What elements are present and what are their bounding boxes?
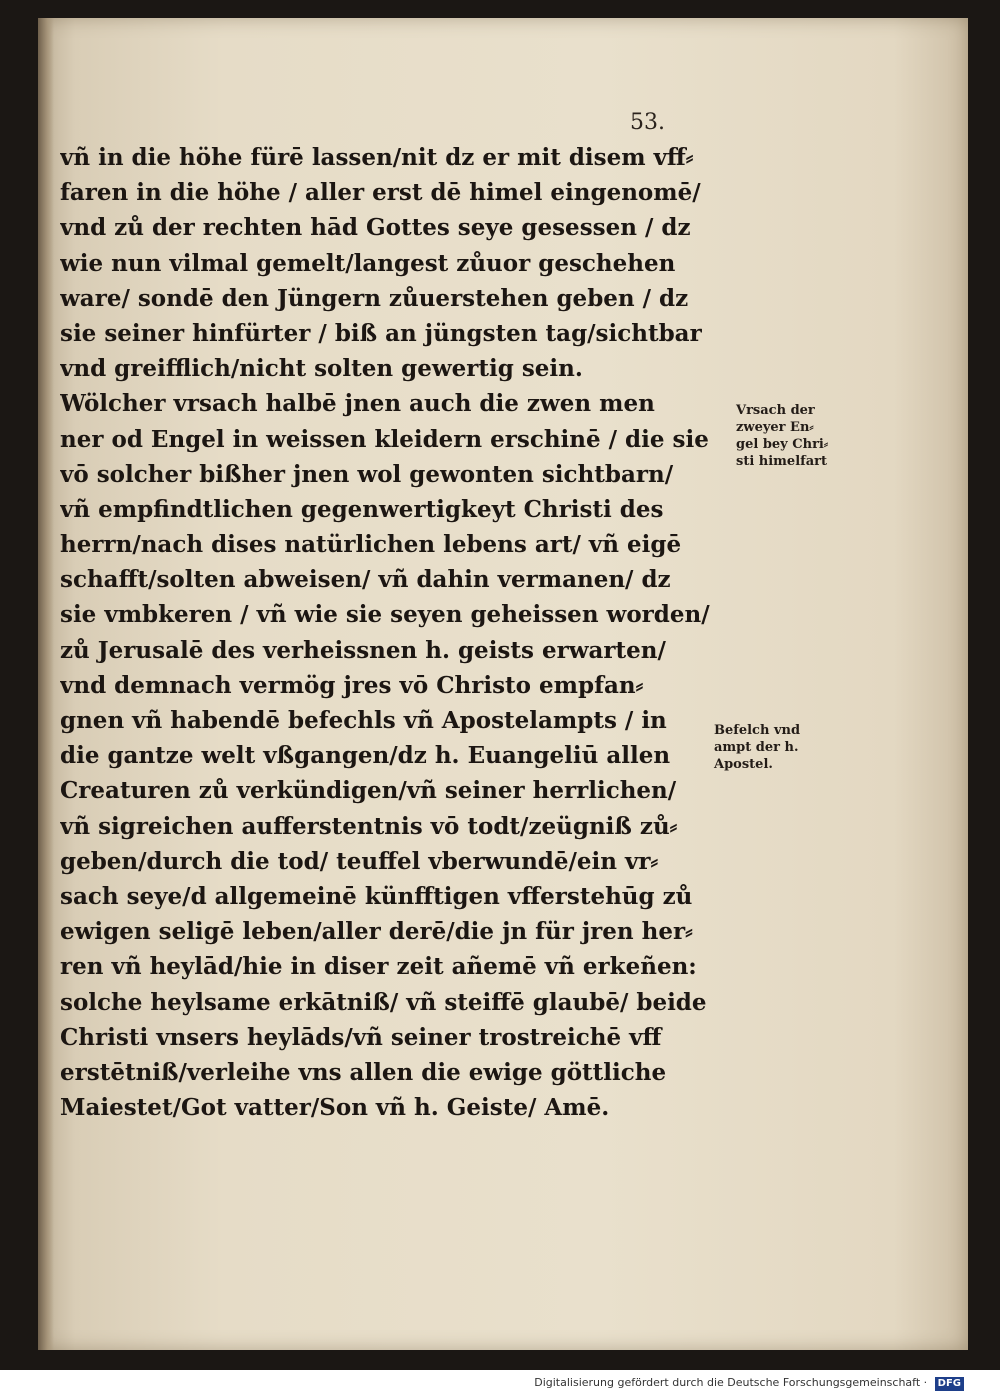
marginal-note-line: Vrsach der [736,403,815,418]
text-line: ewigen seligē leben/aller derē/die jn für jren her⸗ [60,918,693,946]
text-line: ren vñ heylād/hie in diser zeit añemē vñ erkeñen: [60,953,697,981]
marginal-note [736,402,828,470]
text-line: schafft/solten abweisen/ vñ dahin vermanen/ dz [60,566,671,594]
text-line: die gantze welt vßgangen/dz h. Euangeliū allen [60,742,671,770]
text-line: faren in die höhe / aller erst dē himel eingenomē/ [60,179,701,207]
text-line: erstētniß/verleihe vns allen die ewige göttliche [60,1058,667,1086]
marginal-note-line: gel bey Chri⸗ [736,437,829,452]
text-line: Maiestet/Got vatter/Son vñ h. Geiste/ Amē. [60,1094,610,1122]
text-line: Creaturen zů verkündigen/vñ seiner herrlichen/ [60,777,677,805]
text-line: herrn/nach dises natürlichen lebens art/ vñ eigē [60,531,682,559]
page-number: 53. [630,110,665,135]
text-line: sach seye/d allgemeinē künfftigen vfferstehūg zů [60,882,693,910]
text-line: Christi vnsers heylāds/vñ seiner trostreichē vff [60,1023,662,1051]
text-line: vnd zů der rechten hād Gottes seye gesessen / dz [60,214,691,242]
text-line: ner od Engel in weissen kleidern erschinē / die sie [60,425,709,453]
marginal-note-line: Befelch vnd [714,723,801,738]
marginal-note-line: Apostel. [714,757,773,772]
text-line: Wölcher vrsach halbē jnen auch die zwen men [60,390,655,418]
text-line: zů Jerusalē des verheissnen h. geists erwarten/ [60,636,666,664]
text-line: vō solcher bißher jnen wol gewonten sichtbarn/ [60,460,674,488]
text-line: solche heylsame erkātniß/ vñ steiffē glaubē/ beide [60,988,707,1016]
marginal-note-line: sti himelfart [736,454,828,469]
text-line: vñ in die höhe fürē lassen/nit dz er mit disem vff⸗ [60,144,694,171]
marginal-note [714,722,800,773]
text-line: vnd demnach vermög jres vō Christo empfan⸗ [60,671,644,699]
text-line: sie vmbkeren / vñ wie sie seyen geheissen worden/ [60,601,710,629]
book-page [38,18,968,1350]
text-line: ware/ sondē den Jüngern zůuerstehen geben / dz [60,284,689,312]
main-text-block [60,140,720,1125]
text-line: sie seiner hinfürter / biß an jüngsten tag/sichtbar [60,319,702,347]
marginal-note-line: ampt der h. [714,740,799,755]
text-line: gnen vñ habendē befechls vñ Apostelampts / in [60,707,667,734]
text-line: vñ sigreichen aufferstentnis vō todt/zeügniß zů⸗ [60,812,678,840]
marginal-note-line: zweyer En⸗ [736,420,814,435]
digitization-credit [534,1376,964,1391]
page-gutter [38,18,54,1350]
text-line: geben/durch die tod/ teuffel vberwundē/ein vr⸗ [60,847,659,875]
dfg-logo: DFG [935,1377,964,1391]
text-line: vñ empfindtlichen gegenwertigkeyt Christi des [60,495,664,523]
credit-text: Digitalisierung gefördert durch die Deutsche Forschungsgemeinschaft · [534,1376,928,1389]
text-line: wie nun vilmal gemelt/langest zůuor geschehen [60,249,676,277]
text-line: vnd greifflich/nicht solten gewertig sein. [60,355,583,383]
